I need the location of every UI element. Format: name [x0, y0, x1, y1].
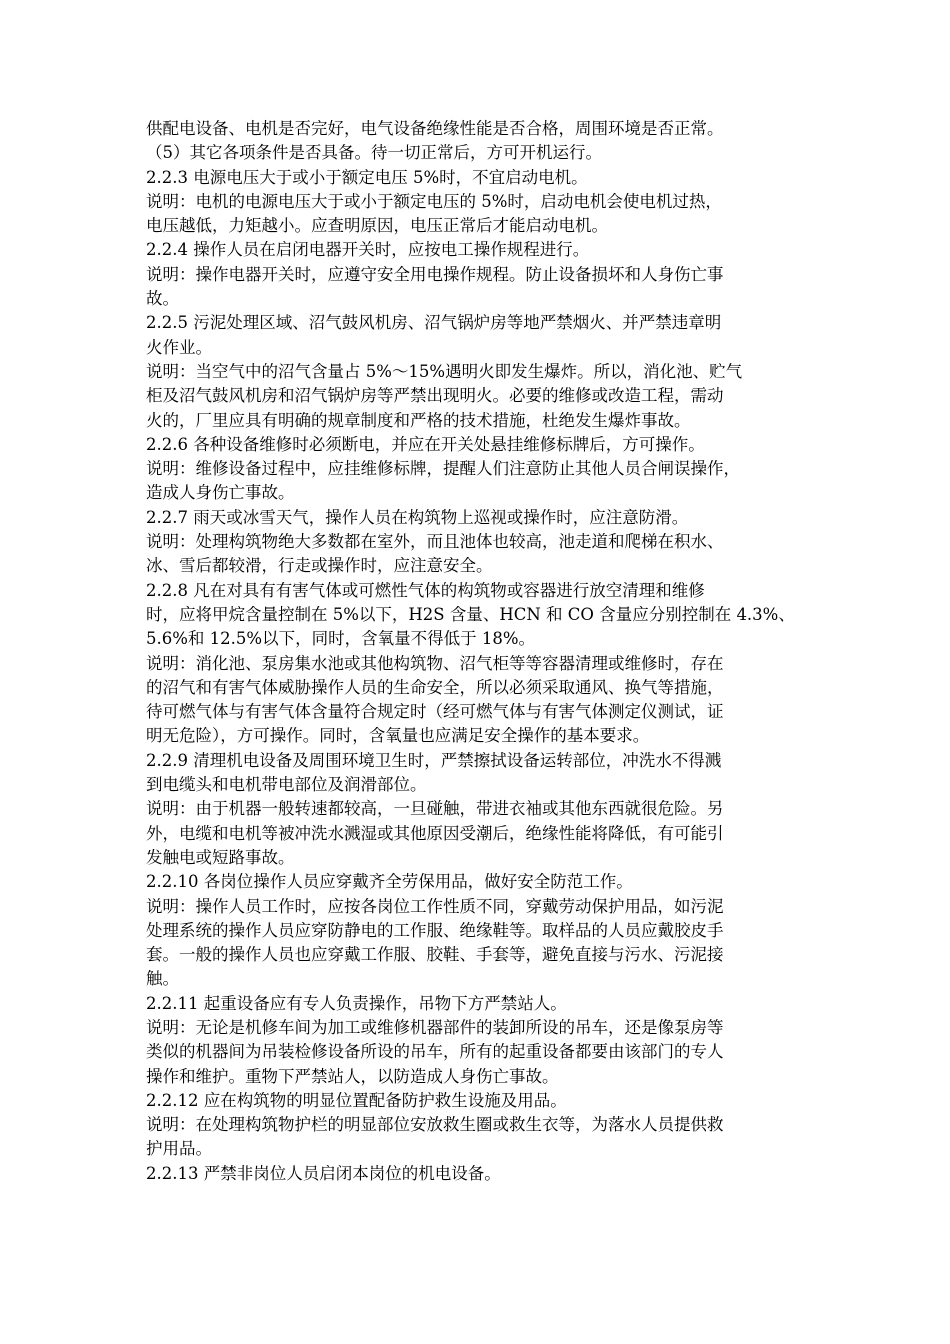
text-line: 2.2.6 各种设备维修时必须断电，并应在开关处悬挂维修标牌后，方可操作。: [146, 434, 705, 454]
paragraph: [146, 117, 806, 166]
text-line: （5）其它各项条件是否具备。待一切正常后，方可开机运行。: [146, 143, 602, 163]
text-line: 火的，厂里应具有明确的规章制度和严格的技术措施，杜绝发生爆炸事故。: [146, 410, 691, 430]
paragraph: [146, 749, 806, 798]
text-line: 2.2.10 各岗位操作人员应穿戴齐全劳保用品，做好安全防范工作。: [146, 872, 633, 892]
text-line: 柜及沼气鼓风机房和沼气锅炉房等严禁出现明火。必要的维修或改造工程，需动: [146, 386, 724, 406]
text-line: 供配电设备、电机是否完好，电气设备绝缘性能是否合格，周围环境是否正常。: [146, 119, 724, 138]
paragraph: [146, 1089, 806, 1113]
paragraph: [146, 992, 806, 1016]
text-line: 2.2.7 雨天或冰雪天气，操作人员在构筑物上巡视或操作时，应注意防滑。: [146, 507, 689, 527]
paragraph: [146, 311, 806, 360]
paragraph: [146, 263, 806, 312]
text-line: 套。一般的操作人员也应穿戴工作服、胶鞋、手套等，避免直接与污水、污泥接: [146, 945, 724, 965]
text-line: 造成人身伤亡事故。: [146, 483, 295, 503]
paragraph: [146, 190, 806, 239]
paragraph: [146, 433, 806, 457]
text-line: 触。: [146, 969, 179, 989]
text-line: 说明：维修设备过程中，应挂维修标牌，提醒人们注意防止其他人员合闸误操作，: [146, 459, 740, 479]
paragraph: [146, 652, 806, 749]
document-body: [146, 117, 806, 1186]
text-line: 到电缆头和电机带电部位及润滑部位。: [146, 775, 427, 795]
paragraph: [146, 1113, 806, 1162]
text-line: 2.2.4 操作人员在启闭电器开关时，应按电工操作规程进行。: [146, 240, 590, 260]
paragraph: [146, 457, 806, 506]
text-line: 外，电缆和电机等被冲洗水溅湿或其他原因受潮后，绝缘性能将降低，有可能引: [146, 823, 724, 843]
paragraph: [146, 797, 806, 870]
text-line: 处理系统的操作人员应穿防静电的工作服、绝缘鞋等。取样品的人员应戴胶皮手: [146, 920, 724, 940]
text-line: 火作业。: [146, 337, 212, 357]
text-line: 说明：操作电器开关时，应遵守安全用电操作规程。防止设备损坏和人身伤亡事: [146, 264, 724, 284]
text-line: 2.2.5 污泥处理区域、沼气鼓风机房、沼气锅炉房等地严禁烟火、并严禁违章明: [146, 313, 722, 333]
text-line: 说明：无论是机修车间为加工或维修机器部件的装卸所设的吊车，还是像泵房等: [146, 1017, 724, 1037]
text-line: 2.2.11 起重设备应有专人负责操作，吊物下方严禁站人。: [146, 993, 567, 1013]
text-line: 冰、雪后都较滑，行走或操作时，应注意安全。: [146, 556, 493, 576]
text-line: 说明：操作人员工作时，应按各岗位工作性质不同，穿戴劳动保护用品，如污泥: [146, 896, 724, 916]
text-line: 明无危险），方可操作。同时，含氧量也应满足安全操作的基本要求。: [146, 726, 650, 746]
text-line: 2.2.13 严禁非岗位人员启闭本岗位的机电设备。: [146, 1163, 501, 1183]
text-line: 2.2.9 清理机电设备及周围环境卫生时，严禁擦拭设备运转部位，冲洗水不得溅: [146, 750, 722, 770]
paragraph: [146, 238, 806, 262]
text-line: 5.6%和 12.5%以下，同时，含氧量不得低于 18%。: [146, 629, 535, 649]
text-line: 待可燃气体与有害气体含量符合规定时（经可燃气体与有害气体测定仪测试，证: [146, 702, 724, 722]
text-line: 操作和维护。重物下严禁站人，以防造成人身伤亡事故。: [146, 1066, 559, 1086]
text-line: 2.2.12 应在构筑物的明显位置配备防护救生设施及用品。: [146, 1090, 567, 1110]
text-line: 电压越低，力矩越小。应查明原因，电压正常后才能启动电机。: [146, 216, 608, 236]
text-line: 说明：处理构筑物绝大多数都在室外，而且池体也较高，池走道和爬梯在积水、: [146, 532, 724, 552]
paragraph: [146, 1162, 806, 1186]
text-line: 说明：由于机器一般转速都较高，一旦碰触，带进衣袖或其他东西就很危险。另: [146, 799, 724, 819]
text-line: 时，应将甲烷含量控制在 5%以下，H2S 含量、HCN 和 CO 含量应分别控制在 4.3%、: [146, 604, 795, 624]
paragraph: [146, 870, 806, 894]
text-line: 说明：在处理构筑物护栏的明显部位安放救生圈或救生衣等，为落水人员提供救: [146, 1115, 724, 1135]
text-line: 类似的机器间为吊装检修设备所设的吊车，所有的起重设备都要由该部门的专人: [146, 1042, 724, 1062]
paragraph: [146, 360, 806, 433]
text-line: 护用品。: [146, 1139, 212, 1159]
text-line: 说明：电机的电源电压大于或小于额定电压的 5%时，启动电机会使电机过热，: [146, 191, 722, 211]
paragraph: [146, 895, 806, 992]
paragraph: [146, 1016, 806, 1089]
text-line: 2.2.3 电源电压大于或小于额定电压 5%时，不宜启动电机。: [146, 167, 588, 187]
paragraph: [146, 579, 806, 652]
paragraph: [146, 530, 806, 579]
text-line: 故。: [146, 289, 179, 309]
text-line: 说明：消化池、泵房集水池或其他构筑物、沼气柜等等容器清理或维修时，存在: [146, 653, 724, 673]
paragraph: [146, 506, 806, 530]
text-line: 2.2.8 凡在对具有有害气体或可燃性气体的构筑物或容器进行放空清理和维修: [146, 580, 705, 600]
text-line: 发触电或短路事故。: [146, 847, 295, 867]
text-line: 说明：当空气中的沼气含量占 5%～15%遇明火即发生爆炸。所以，消化池、贮气: [146, 361, 743, 381]
paragraph: [146, 166, 806, 190]
text-line: 的沼气和有害气体威胁操作人员的生命安全，所以必须采取通风、换气等措施，: [146, 677, 724, 697]
